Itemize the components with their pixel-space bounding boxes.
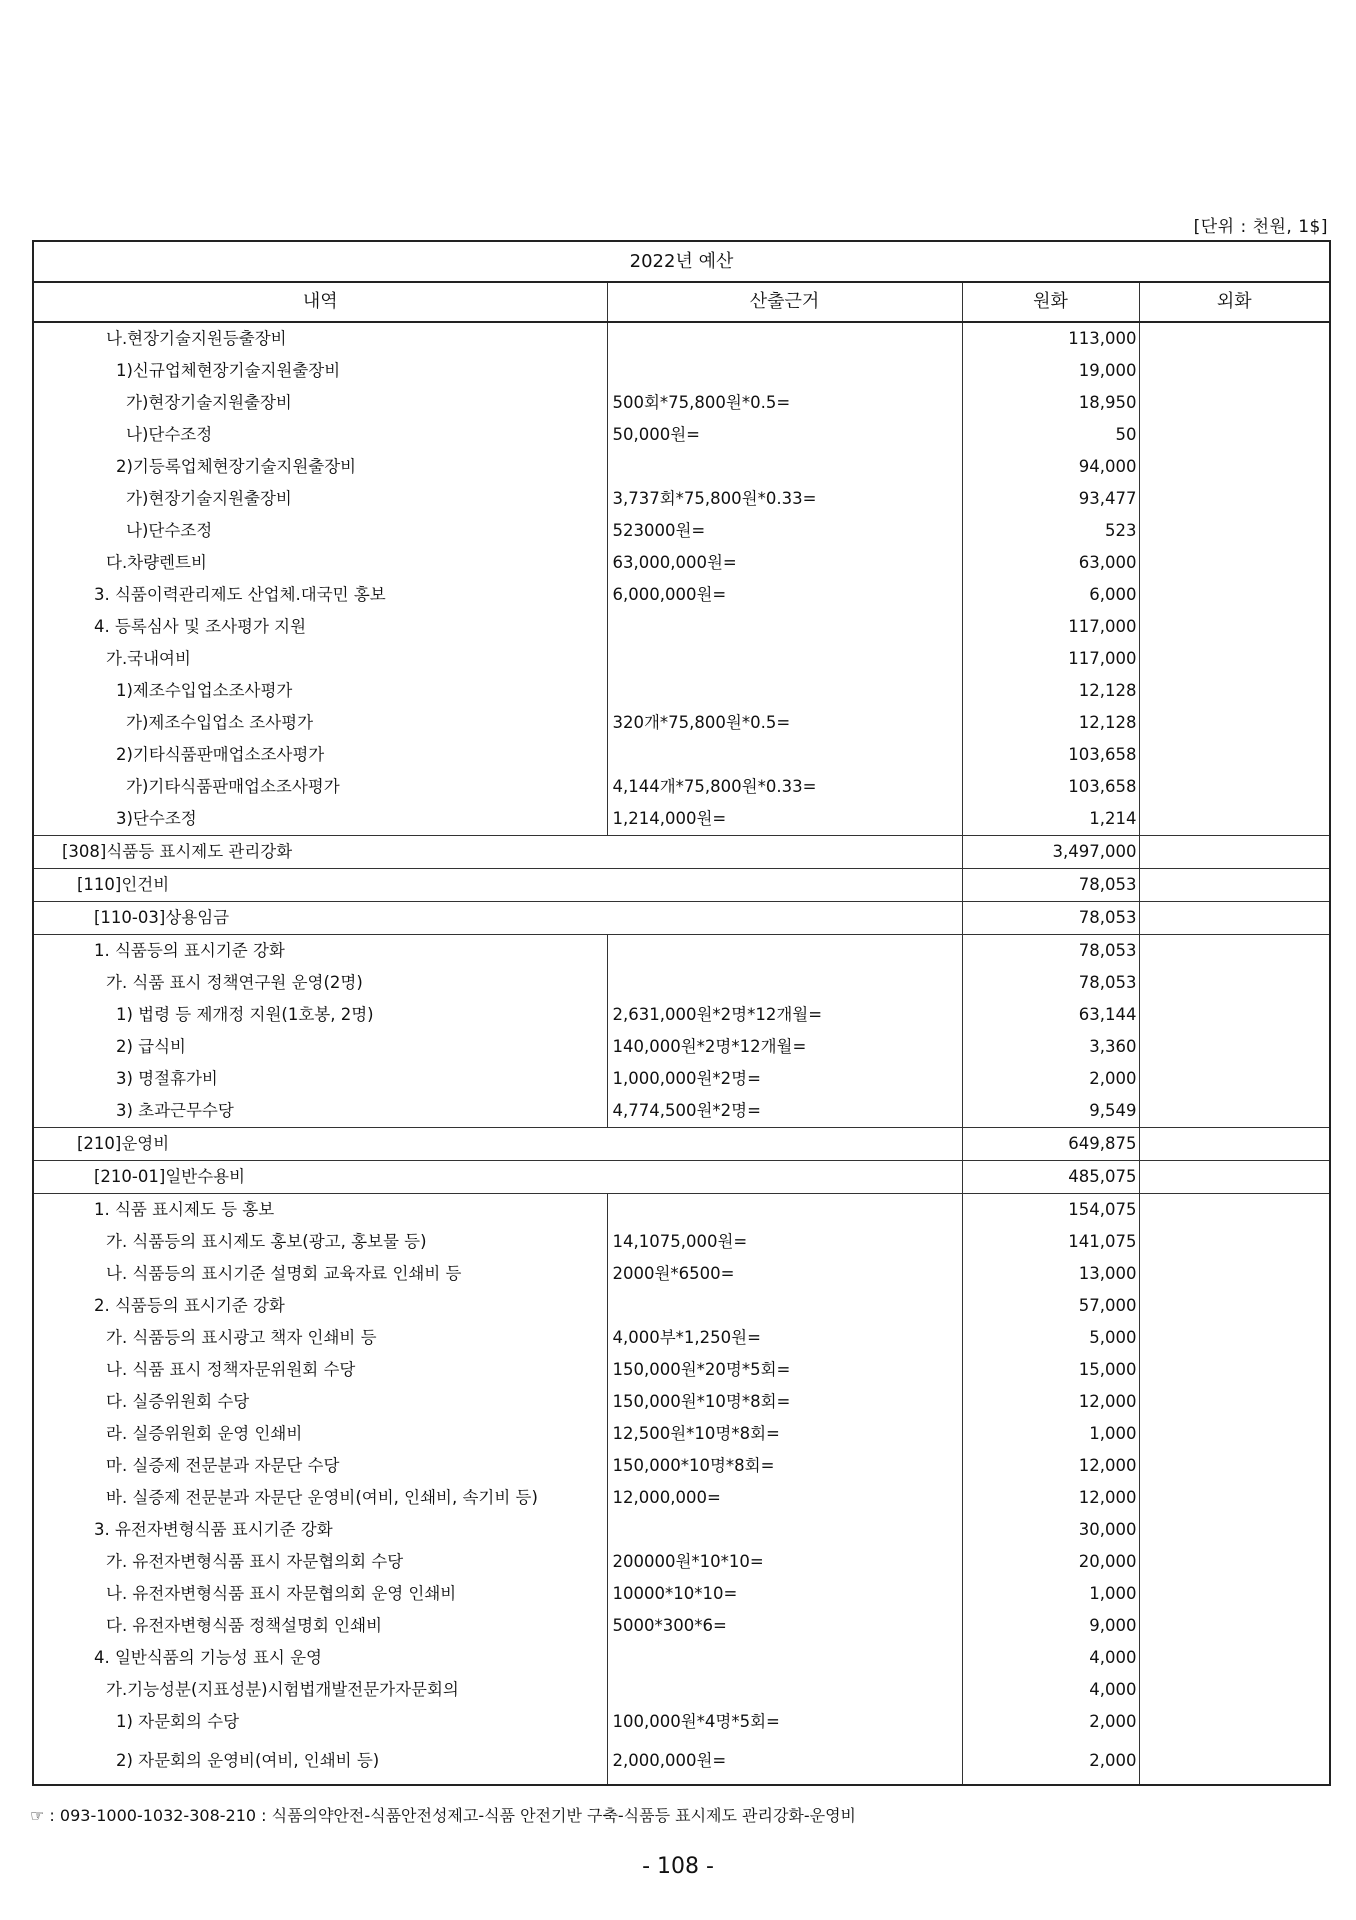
item-cell: 3) 초과근무수당 xyxy=(33,1095,607,1128)
table-title-row xyxy=(33,241,1330,282)
column-header-item: 내역 xyxy=(33,282,607,322)
item-cell: 2)기등록업체현장기술지원출장비 xyxy=(33,451,607,483)
foreign-amount-cell xyxy=(1139,739,1330,771)
item-cell: 1. 식품등의 표시기준 강화 xyxy=(33,935,607,968)
table-row xyxy=(33,836,1330,869)
basis-cell: 12,500원*10명*8회= xyxy=(607,1418,962,1450)
basis-cell: 50,000원= xyxy=(607,419,962,451)
krw-amount-cell: 19,000 xyxy=(962,355,1139,387)
item-cell: 3) 명절휴가비 xyxy=(33,1063,607,1095)
foreign-amount-cell xyxy=(1139,902,1330,935)
item-cell: 가)현장기술지원출장비 xyxy=(33,483,607,515)
foreign-amount-cell xyxy=(1139,451,1330,483)
foreign-amount-cell xyxy=(1139,675,1330,707)
basis-cell: 63,000,000원= xyxy=(607,547,962,579)
basis-cell: 150,000*10명*8회= xyxy=(607,1450,962,1482)
basis-cell xyxy=(607,1642,962,1674)
foreign-amount-cell xyxy=(1139,322,1330,355)
krw-amount-cell: 93,477 xyxy=(962,483,1139,515)
table-row xyxy=(33,419,1330,451)
item-cell: 3)단수조정 xyxy=(33,803,607,836)
basis-cell xyxy=(607,355,962,387)
krw-amount-cell: 9,000 xyxy=(962,1610,1139,1642)
foreign-amount-cell xyxy=(1139,1031,1330,1063)
item-cell: 1) 법령 등 제개정 지원(1호봉, 2명) xyxy=(33,999,607,1031)
table-row xyxy=(33,611,1330,643)
basis-cell: 140,000원*2명*12개월= xyxy=(607,1031,962,1063)
table-row xyxy=(33,1031,1330,1063)
item-cell: 가)현장기술지원출장비 xyxy=(33,387,607,419)
item-cell: [210]운영비 xyxy=(33,1128,962,1161)
foreign-amount-cell xyxy=(1139,836,1330,869)
item-cell: 1) 자문회의 수당 xyxy=(33,1706,607,1738)
foreign-amount-cell xyxy=(1139,419,1330,451)
item-cell: 가. 식품등의 표시광고 책자 인쇄비 등 xyxy=(33,1322,607,1354)
table-row xyxy=(33,1194,1330,1227)
foreign-amount-cell xyxy=(1139,547,1330,579)
krw-amount-cell: 4,000 xyxy=(962,1642,1139,1674)
item-cell: 다.차량렌트비 xyxy=(33,547,607,579)
table-row xyxy=(33,1063,1330,1095)
table-row xyxy=(33,1642,1330,1674)
foreign-amount-cell xyxy=(1139,1706,1330,1738)
table-row xyxy=(33,1706,1330,1738)
item-cell: 라. 실증위원회 운영 인쇄비 xyxy=(33,1418,607,1450)
foreign-amount-cell xyxy=(1139,611,1330,643)
basis-cell xyxy=(607,675,962,707)
foreign-amount-cell xyxy=(1139,967,1330,999)
item-cell: 2. 식품등의 표시기준 강화 xyxy=(33,1290,607,1322)
basis-cell xyxy=(607,643,962,675)
krw-amount-cell: 4,000 xyxy=(962,1674,1139,1706)
krw-amount-cell: 485,075 xyxy=(962,1161,1139,1194)
table-body xyxy=(33,322,1330,1785)
krw-amount-cell: 63,000 xyxy=(962,547,1139,579)
foreign-amount-cell xyxy=(1139,1546,1330,1578)
foreign-amount-cell xyxy=(1139,1610,1330,1642)
table-row xyxy=(33,579,1330,611)
krw-amount-cell: 18,950 xyxy=(962,387,1139,419)
basis-cell: 100,000원*4명*5회= xyxy=(607,1706,962,1738)
item-cell: 1)신규업체현장기술지원출장비 xyxy=(33,355,607,387)
krw-amount-cell: 12,000 xyxy=(962,1450,1139,1482)
table-row xyxy=(33,643,1330,675)
krw-amount-cell: 2,000 xyxy=(962,1063,1139,1095)
table-row xyxy=(33,387,1330,419)
column-header-krw: 원화 xyxy=(962,282,1139,322)
item-cell: 가)제조수입업소 조사평가 xyxy=(33,707,607,739)
basis-cell: 14,1075,000원= xyxy=(607,1226,962,1258)
krw-amount-cell: 20,000 xyxy=(962,1546,1139,1578)
basis-cell: 150,000원*10명*8회= xyxy=(607,1386,962,1418)
foreign-amount-cell xyxy=(1139,1226,1330,1258)
foreign-amount-cell xyxy=(1139,1386,1330,1418)
table-row xyxy=(33,967,1330,999)
foreign-amount-cell xyxy=(1139,999,1330,1031)
krw-amount-cell: 50 xyxy=(962,419,1139,451)
foreign-amount-cell xyxy=(1139,515,1330,547)
item-cell: 가.기능성분(지표성분)시험법개발전문가자문회의 xyxy=(33,1674,607,1706)
foreign-amount-cell xyxy=(1139,1578,1330,1610)
table-row xyxy=(33,675,1330,707)
table-row xyxy=(33,322,1330,355)
krw-amount-cell: 117,000 xyxy=(962,611,1139,643)
basis-cell xyxy=(607,1674,962,1706)
krw-amount-cell: 2,000 xyxy=(962,1706,1139,1738)
basis-cell: 4,144개*75,800원*0.33= xyxy=(607,771,962,803)
krw-amount-cell: 30,000 xyxy=(962,1514,1139,1546)
basis-cell: 12,000,000= xyxy=(607,1482,962,1514)
item-cell: [110]인건비 xyxy=(33,869,962,902)
item-cell: 다. 유전자변형식품 정책설명회 인쇄비 xyxy=(33,1610,607,1642)
krw-amount-cell: 15,000 xyxy=(962,1354,1139,1386)
basis-cell: 2000원*6500= xyxy=(607,1258,962,1290)
foreign-amount-cell xyxy=(1139,1063,1330,1095)
krw-amount-cell: 94,000 xyxy=(962,451,1139,483)
basis-cell: 3,737회*75,800원*0.33= xyxy=(607,483,962,515)
krw-amount-cell: 78,053 xyxy=(962,902,1139,935)
table-row xyxy=(33,1674,1330,1706)
krw-amount-cell: 1,214 xyxy=(962,803,1139,836)
item-cell: 가)기타식품판매업소조사평가 xyxy=(33,771,607,803)
table-row xyxy=(33,1482,1330,1514)
item-cell: 3. 유전자변형식품 표시기준 강화 xyxy=(33,1514,607,1546)
krw-amount-cell: 13,000 xyxy=(962,1258,1139,1290)
basis-cell xyxy=(607,967,962,999)
foreign-amount-cell xyxy=(1139,707,1330,739)
table-row xyxy=(33,935,1330,968)
basis-cell xyxy=(607,611,962,643)
item-cell: 나. 유전자변형식품 표시 자문협의회 운영 인쇄비 xyxy=(33,1578,607,1610)
table-row xyxy=(33,739,1330,771)
foreign-amount-cell xyxy=(1139,771,1330,803)
foreign-amount-cell xyxy=(1139,1258,1330,1290)
basis-cell xyxy=(607,1514,962,1546)
krw-amount-cell: 1,000 xyxy=(962,1418,1139,1450)
krw-amount-cell: 103,658 xyxy=(962,739,1139,771)
table-row xyxy=(33,1610,1330,1642)
basis-cell xyxy=(607,322,962,355)
krw-amount-cell: 117,000 xyxy=(962,643,1139,675)
krw-amount-cell: 2,000 xyxy=(962,1738,1139,1785)
foreign-amount-cell xyxy=(1139,579,1330,611)
foreign-amount-cell xyxy=(1139,1738,1330,1785)
krw-amount-cell: 649,875 xyxy=(962,1128,1139,1161)
basis-cell xyxy=(607,451,962,483)
item-cell: 1)제조수입업소조사평가 xyxy=(33,675,607,707)
table-row xyxy=(33,1738,1330,1785)
table-row xyxy=(33,547,1330,579)
foreign-amount-cell xyxy=(1139,387,1330,419)
table-row xyxy=(33,451,1330,483)
item-cell: 바. 실증제 전문분과 자문단 운영비(여비, 인쇄비, 속기비 등) xyxy=(33,1482,607,1514)
krw-amount-cell: 12,128 xyxy=(962,707,1139,739)
foreign-amount-cell xyxy=(1139,935,1330,968)
basis-cell xyxy=(607,739,962,771)
table-header-row xyxy=(33,282,1330,322)
table-row xyxy=(33,355,1330,387)
basis-cell: 320개*75,800원*0.5= xyxy=(607,707,962,739)
item-cell: 나)단수조정 xyxy=(33,419,607,451)
budget-table xyxy=(32,240,1331,1786)
table-row xyxy=(33,1418,1330,1450)
table-row xyxy=(33,1095,1330,1128)
foreign-amount-cell xyxy=(1139,1194,1330,1227)
item-cell: 1. 식품 표시제도 등 홍보 xyxy=(33,1194,607,1227)
item-cell: 가. 식품등의 표시제도 홍보(광고, 홍보물 등) xyxy=(33,1226,607,1258)
krw-amount-cell: 78,053 xyxy=(962,869,1139,902)
item-cell: 나.현장기술지원등출장비 xyxy=(33,322,607,355)
foreign-amount-cell xyxy=(1139,1290,1330,1322)
table-row xyxy=(33,1450,1330,1482)
foreign-amount-cell xyxy=(1139,1450,1330,1482)
table-row xyxy=(33,1258,1330,1290)
krw-amount-cell: 9,549 xyxy=(962,1095,1139,1128)
column-header-foreign: 외화 xyxy=(1139,282,1330,322)
basis-cell: 500회*75,800원*0.5= xyxy=(607,387,962,419)
basis-cell xyxy=(607,1194,962,1227)
foreign-amount-cell xyxy=(1139,355,1330,387)
item-cell: 2) 자문회의 운영비(여비, 인쇄비 등) xyxy=(33,1738,607,1785)
krw-amount-cell: 63,144 xyxy=(962,999,1139,1031)
basis-cell xyxy=(607,1290,962,1322)
basis-cell: 4,774,500원*2명= xyxy=(607,1095,962,1128)
table-row xyxy=(33,1354,1330,1386)
krw-amount-cell: 154,075 xyxy=(962,1194,1139,1227)
basis-cell: 10000*10*10= xyxy=(607,1578,962,1610)
page-number: - 108 - xyxy=(642,1854,714,1879)
table-row xyxy=(33,483,1330,515)
item-cell: 2) 급식비 xyxy=(33,1031,607,1063)
table-row xyxy=(33,999,1330,1031)
krw-amount-cell: 78,053 xyxy=(962,935,1139,968)
item-cell: 나)단수조정 xyxy=(33,515,607,547)
basis-cell: 5000*300*6= xyxy=(607,1610,962,1642)
krw-amount-cell: 12,000 xyxy=(962,1482,1139,1514)
foreign-amount-cell xyxy=(1139,1674,1330,1706)
column-header-basis: 산출근거 xyxy=(607,282,962,322)
item-cell: 3. 식품이력관리제도 산업체.대국민 홍보 xyxy=(33,579,607,611)
item-cell: 4. 등록심사 및 조사평가 지원 xyxy=(33,611,607,643)
table-row xyxy=(33,1546,1330,1578)
foreign-amount-cell xyxy=(1139,1128,1330,1161)
basis-cell xyxy=(607,935,962,968)
unit-label: [단위 : 천원, 1$] xyxy=(1193,217,1328,237)
foreign-amount-cell xyxy=(1139,1095,1330,1128)
basis-cell: 200000원*10*10= xyxy=(607,1546,962,1578)
item-cell: 마. 실증제 전문분과 자문단 수당 xyxy=(33,1450,607,1482)
item-cell: 나. 식품등의 표시기준 설명회 교육자료 인쇄비 등 xyxy=(33,1258,607,1290)
krw-amount-cell: 78,053 xyxy=(962,967,1139,999)
foreign-amount-cell xyxy=(1139,1354,1330,1386)
foreign-amount-cell xyxy=(1139,1322,1330,1354)
table-title: 2022년 예산 xyxy=(33,241,1330,282)
foreign-amount-cell xyxy=(1139,1418,1330,1450)
basis-cell: 2,000,000원= xyxy=(607,1738,962,1785)
item-cell: [110-03]상용임금 xyxy=(33,902,962,935)
budget-code-footnote: ☞ : 093-1000-1032-308-210 : 식품의약안전-식품안전성제고-식품 안전기반 구축-식품등 표시제도 관리강화-운영비 xyxy=(30,1806,857,1825)
basis-cell: 1,000,000원*2명= xyxy=(607,1063,962,1095)
krw-amount-cell: 523 xyxy=(962,515,1139,547)
krw-amount-cell: 12,000 xyxy=(962,1386,1139,1418)
basis-cell: 150,000원*20명*5회= xyxy=(607,1354,962,1386)
table-row xyxy=(33,515,1330,547)
table-row xyxy=(33,902,1330,935)
item-cell: 4. 일반식품의 기능성 표시 운영 xyxy=(33,1642,607,1674)
table-row xyxy=(33,869,1330,902)
basis-cell: 6,000,000원= xyxy=(607,579,962,611)
item-cell: 가. 식품 표시 정책연구원 운영(2명) xyxy=(33,967,607,999)
basis-cell: 523000원= xyxy=(607,515,962,547)
basis-cell: 1,214,000원= xyxy=(607,803,962,836)
item-cell: [210-01]일반수용비 xyxy=(33,1161,962,1194)
krw-amount-cell: 12,128 xyxy=(962,675,1139,707)
table-row xyxy=(33,771,1330,803)
foreign-amount-cell xyxy=(1139,1161,1330,1194)
foreign-amount-cell xyxy=(1139,803,1330,836)
krw-amount-cell: 113,000 xyxy=(962,322,1139,355)
krw-amount-cell: 141,075 xyxy=(962,1226,1139,1258)
item-cell: 다. 실증위원회 수당 xyxy=(33,1386,607,1418)
table-row xyxy=(33,707,1330,739)
foreign-amount-cell xyxy=(1139,1482,1330,1514)
foreign-amount-cell xyxy=(1139,1642,1330,1674)
item-cell: 가. 유전자변형식품 표시 자문협의회 수당 xyxy=(33,1546,607,1578)
krw-amount-cell: 3,497,000 xyxy=(962,836,1139,869)
table-row xyxy=(33,1290,1330,1322)
krw-amount-cell: 3,360 xyxy=(962,1031,1139,1063)
krw-amount-cell: 103,658 xyxy=(962,771,1139,803)
foreign-amount-cell xyxy=(1139,483,1330,515)
basis-cell: 4,000부*1,250원= xyxy=(607,1322,962,1354)
item-cell: 2)기타식품판매업소조사평가 xyxy=(33,739,607,771)
table-row xyxy=(33,1161,1330,1194)
foreign-amount-cell xyxy=(1139,1514,1330,1546)
item-cell: 나. 식품 표시 정책자문위원회 수당 xyxy=(33,1354,607,1386)
table-row xyxy=(33,803,1330,836)
table-row xyxy=(33,1386,1330,1418)
table-row xyxy=(33,1514,1330,1546)
item-cell: 가.국내여비 xyxy=(33,643,607,675)
krw-amount-cell: 1,000 xyxy=(962,1578,1139,1610)
krw-amount-cell: 57,000 xyxy=(962,1290,1139,1322)
krw-amount-cell: 5,000 xyxy=(962,1322,1139,1354)
foreign-amount-cell xyxy=(1139,869,1330,902)
table-row xyxy=(33,1128,1330,1161)
basis-cell: 2,631,000원*2명*12개월= xyxy=(607,999,962,1031)
table-row xyxy=(33,1578,1330,1610)
table-row xyxy=(33,1226,1330,1258)
table-row xyxy=(33,1322,1330,1354)
foreign-amount-cell xyxy=(1139,643,1330,675)
krw-amount-cell: 6,000 xyxy=(962,579,1139,611)
item-cell: [308]식품등 표시제도 관리강화 xyxy=(33,836,962,869)
